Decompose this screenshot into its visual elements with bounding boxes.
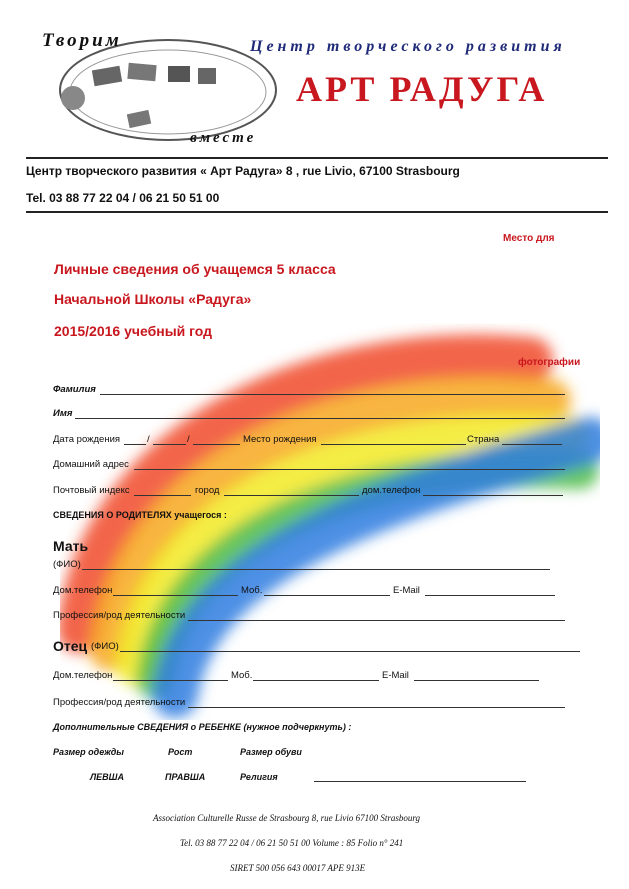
photo-label-bottom: фотографии xyxy=(518,357,581,368)
father-profession-label: Профессия/род деятельности xyxy=(53,697,186,708)
address-divider xyxy=(26,211,608,213)
footer-siret: SIRET 500 056 643 00017 APE 913E xyxy=(230,863,366,873)
mother-mobile-field[interactable] xyxy=(264,595,390,596)
father-mobile-field[interactable] xyxy=(253,680,379,681)
right-handed-option[interactable]: ПРАВША xyxy=(165,772,206,782)
mother-mobile-label: Моб. xyxy=(241,585,263,596)
mother-fio-field[interactable] xyxy=(82,569,550,570)
additional-heading: Дополнительные СВЕДЕНИЯ о РЕБЕНКЕ (нужное подчеркнуть) : xyxy=(53,722,352,732)
name-label: Имя xyxy=(53,408,73,419)
father-phone-label: Дом.телефон xyxy=(53,670,113,681)
dob-day-field[interactable] xyxy=(124,444,146,445)
home-phone-label: дом.телефон xyxy=(362,485,421,496)
dob-label: Дата рождения xyxy=(53,434,121,445)
phone-line: Tel. 03 88 77 22 04 / 06 21 50 51 00 xyxy=(26,191,220,205)
dob-slash-2: / xyxy=(187,434,190,445)
header-divider xyxy=(26,157,608,159)
center-title: Центр творческого развития xyxy=(250,38,566,55)
photo-label-top: Место для xyxy=(503,233,555,244)
mother-profession-label: Профессия/род деятельности xyxy=(53,610,186,621)
father-fio-label: (ФИО) xyxy=(91,641,119,652)
form-title-2: Начальной Школы «Радуга» xyxy=(54,291,252,307)
surname-label: Фамилия xyxy=(53,384,96,395)
footer-association: Association Culturelle Russe de Strasbourg 8, rue Livio 67100 Strasbourg xyxy=(153,813,420,823)
religion-label: Религия xyxy=(240,772,278,782)
home-phone-field[interactable] xyxy=(423,495,563,496)
mother-phone-label: Дом.телефон xyxy=(53,585,113,596)
mother-phone-field[interactable] xyxy=(113,595,238,596)
left-handed-option[interactable]: ЛЕВША xyxy=(90,772,124,782)
height-label: Рост xyxy=(168,747,193,757)
logo-text-bottom: вместе xyxy=(190,130,257,146)
parents-heading: СВЕДЕНИЯ О РОДИТЕЛЯХ учащегося : xyxy=(53,510,227,520)
father-phone-field[interactable] xyxy=(113,680,228,681)
religion-field[interactable] xyxy=(314,781,526,782)
father-fio-field[interactable] xyxy=(120,651,580,652)
dob-month-field[interactable] xyxy=(153,444,186,445)
mother-email-label: E-Mail xyxy=(393,585,420,596)
mother-heading: Мать xyxy=(53,538,89,554)
logo-text-top: Творим xyxy=(42,30,122,51)
father-email-label: E-Mail xyxy=(382,670,409,681)
clothes-size-label: Размер одежды xyxy=(53,747,124,757)
mother-email-field[interactable] xyxy=(425,595,555,596)
art-title: АРТ РАДУГА xyxy=(296,69,548,109)
postcode-field[interactable] xyxy=(134,495,191,496)
surname-field[interactable] xyxy=(100,394,565,395)
home-address-label: Домашний адрес xyxy=(53,459,129,470)
dob-slash-1: / xyxy=(147,434,150,445)
father-mobile-label: Моб. xyxy=(231,670,253,681)
footer-contact: Tel. 03 88 77 22 04 / 06 21 50 51 00 Volume : 85 Folio n° 241 xyxy=(180,838,404,848)
birthplace-field[interactable] xyxy=(321,444,466,445)
mother-fio-label: (ФИО) xyxy=(53,559,81,570)
country-label: Страна xyxy=(467,434,500,445)
form-title-3: 2015/2016 учебный год xyxy=(54,323,213,339)
mother-profession-field[interactable] xyxy=(188,620,565,621)
rainbow-image xyxy=(60,320,600,720)
name-field[interactable] xyxy=(75,418,565,419)
home-address-field[interactable] xyxy=(134,469,565,470)
father-heading: Отец xyxy=(53,638,88,654)
father-profession-field[interactable] xyxy=(188,707,565,708)
address-line: Центр творческого развития « Арт Радуга» 8 , rue Livio, 67100 Strasbourg xyxy=(26,164,460,178)
father-email-field[interactable] xyxy=(414,680,539,681)
city-field[interactable] xyxy=(224,495,359,496)
form-title-1: Личные сведения об учащемся 5 класса xyxy=(54,261,336,277)
dob-year-field[interactable] xyxy=(193,444,240,445)
shoe-size-label: Размер обуви xyxy=(240,747,302,757)
city-label: город xyxy=(195,485,220,496)
birthplace-label: Место рождения xyxy=(243,434,317,445)
country-field[interactable] xyxy=(502,444,562,445)
postcode-label: Почтовый индекс xyxy=(53,485,130,496)
